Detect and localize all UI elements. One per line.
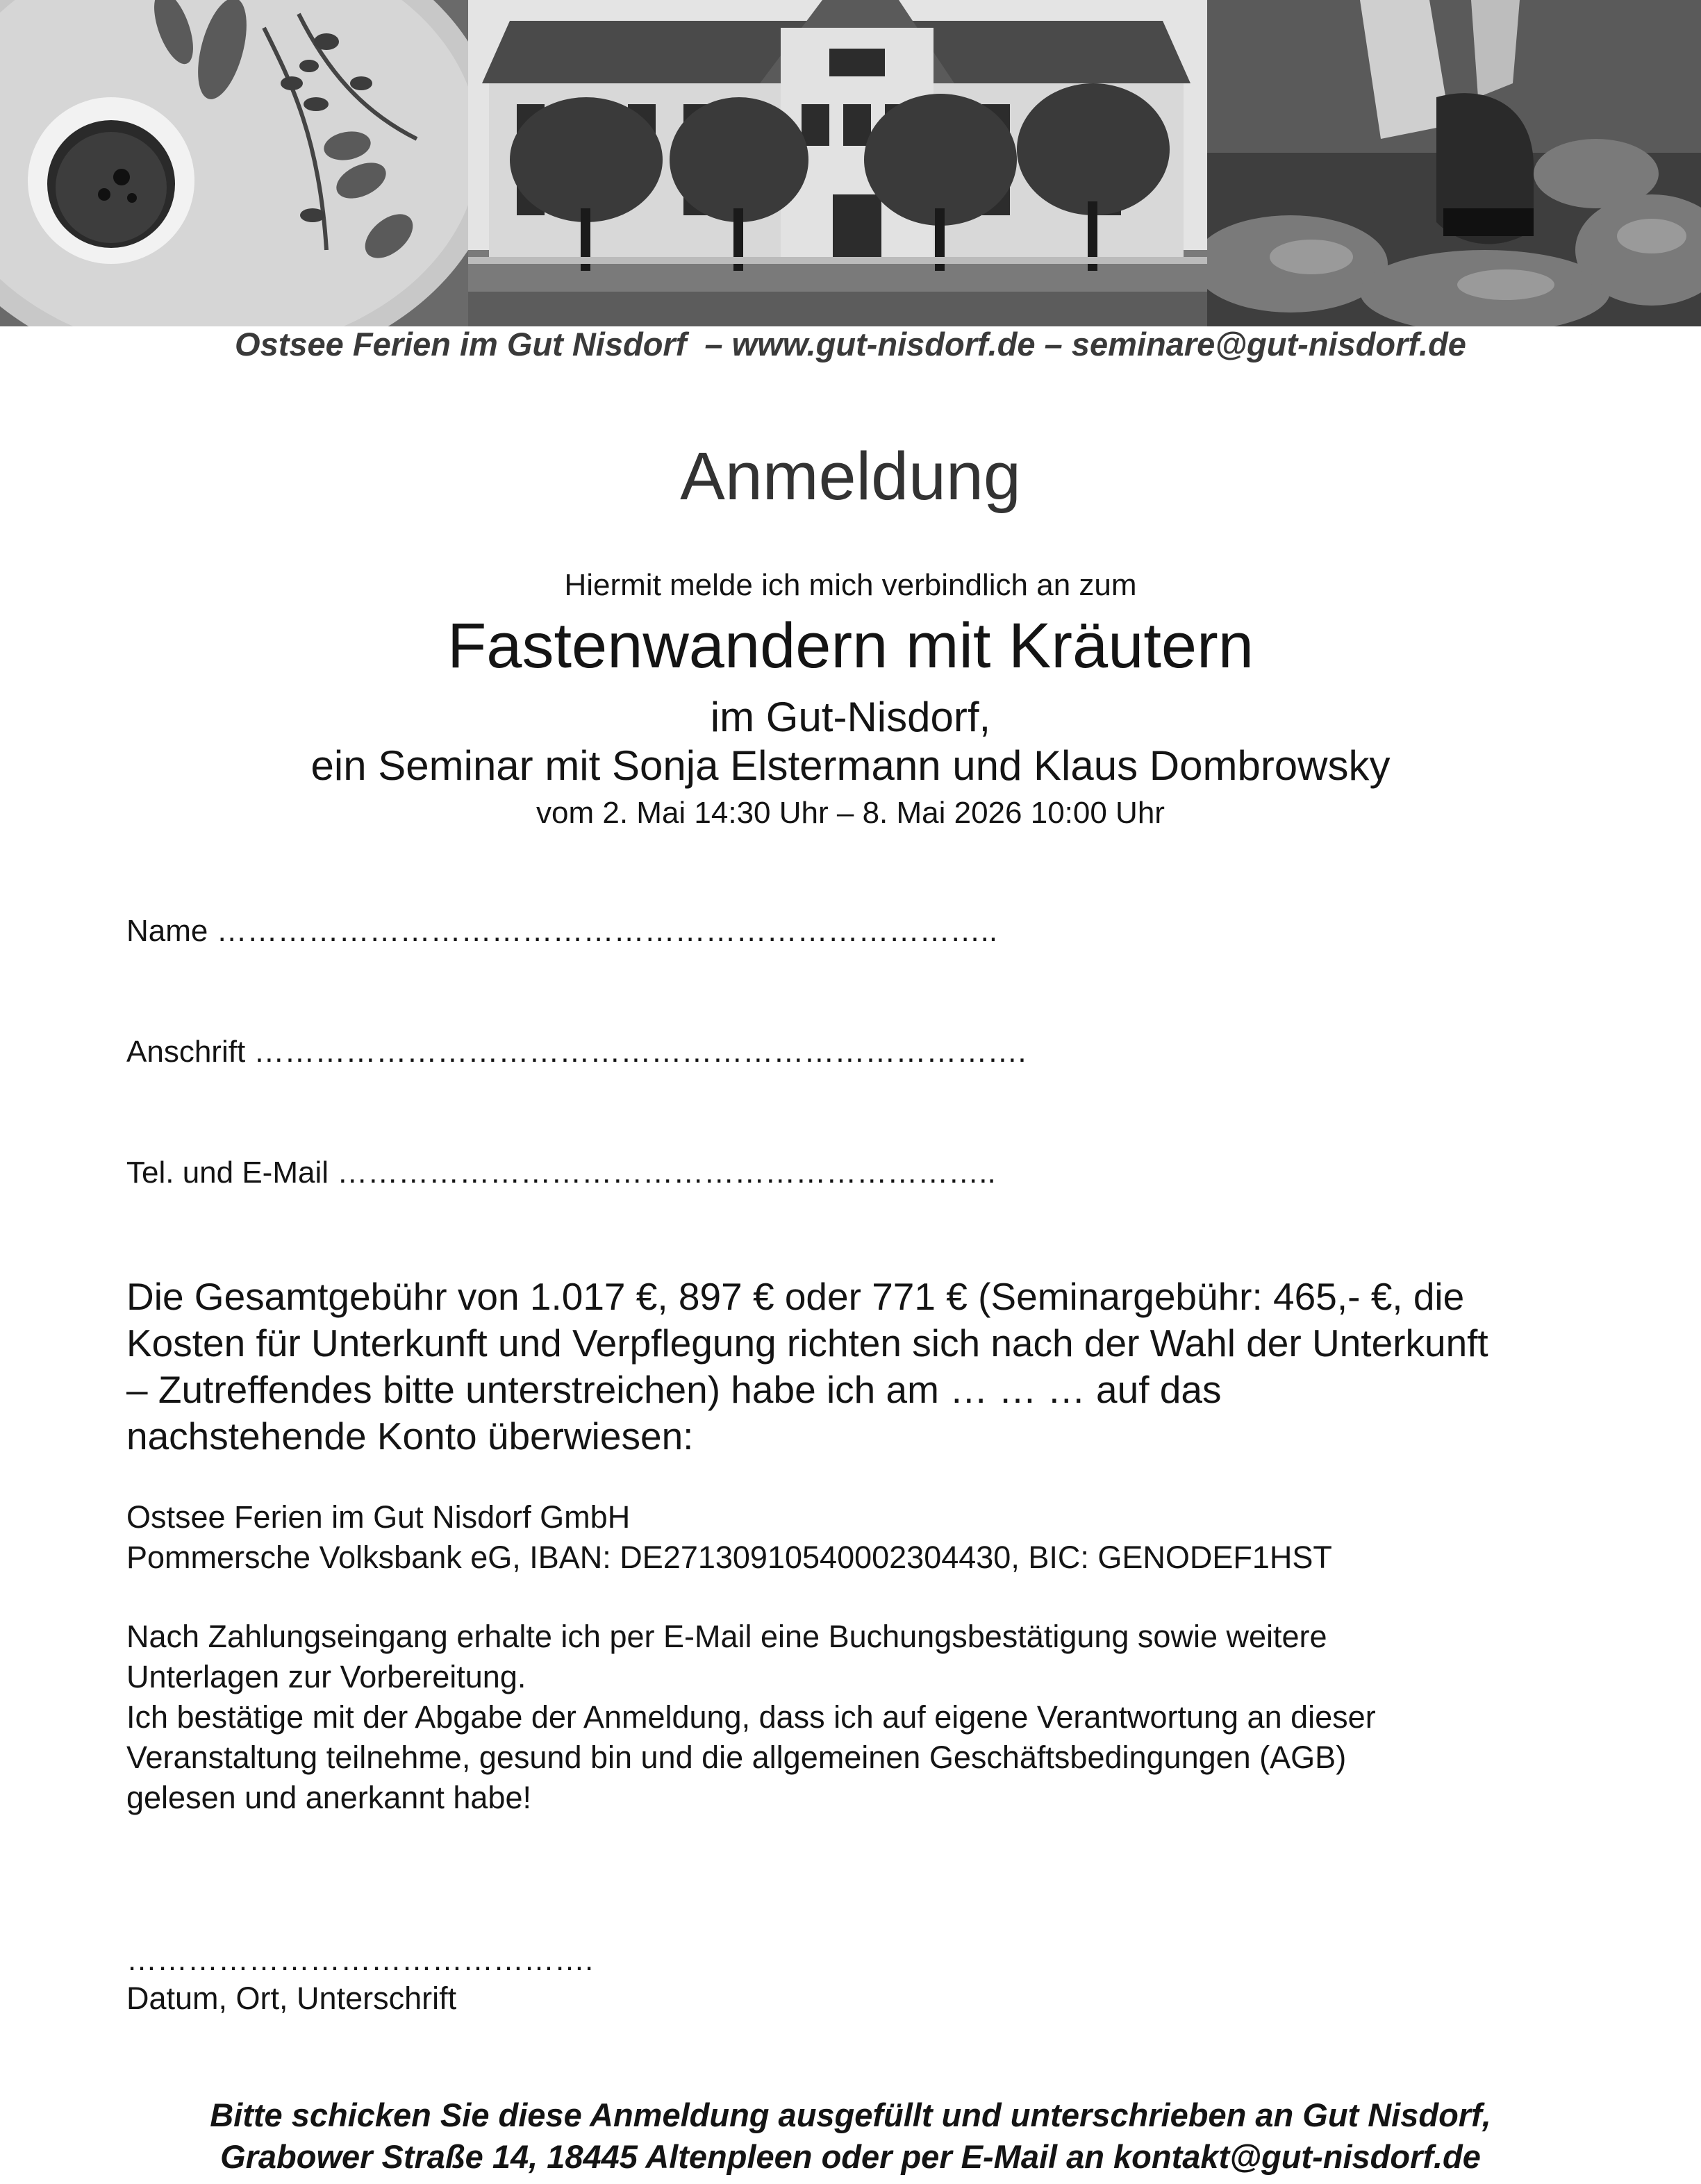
photo-banner (0, 0, 1701, 326)
herbs-bowl-photo (0, 0, 468, 326)
signature-field[interactable]: ………………………………………. (126, 1943, 594, 1977)
intro-text: Hiermit melde ich mich verbindlich an zum (564, 568, 1137, 602)
confirmation-line: gelesen und anerkannt habe! (126, 1780, 531, 1815)
name-field[interactable]: Name ………………………………………………………………….. (126, 914, 998, 948)
venue-text: im Gut-Nisdorf, (710, 694, 991, 740)
hiking-boot-photo (1207, 0, 1701, 326)
signature-label: Datum, Ort, Unterschrift (126, 1981, 457, 2016)
confirmation-line: Veranstaltung teilnehme, gesund bin und die allgemeinen Geschäftsbedingungen (AGB) (126, 1740, 1347, 1775)
bank-details (126, 1497, 1332, 1578)
event-name: Fastenwandern mit Kräutern (447, 610, 1254, 681)
footer-line: Bitte schicken Sie diese Anmeldung ausgefüllt und unterschrieben an Gut Nisdorf, (210, 2097, 1491, 2133)
contact-field[interactable]: Tel. und E-Mail ……………………………………………………….. (126, 1156, 996, 1190)
confirmation-line: Ich bestätige mit der Abgabe der Anmeldung, dass ich auf eigene Verantwortung an dieser (126, 1699, 1376, 1735)
footer-line: Grabower Straße 14, 18445 Altenpleen oder per E-Mail an kontakt@gut-nisdorf.de (220, 2138, 1481, 2175)
manor-house-photo (468, 0, 1207, 326)
page-title: Anmeldung (680, 438, 1021, 514)
header-contact-line: Ostsee Ferien im Gut Nisdorf – www.gut-nisdorf.de – seminare@gut-nisdorf.de (235, 326, 1466, 362)
confirmation-text (126, 1617, 1376, 1818)
event-dates: vom 2. Mai 14:30 Uhr – 8. Mai 2026 10:00 Uhr (536, 796, 1165, 830)
account-holder: Ostsee Ferien im Gut Nisdorf GmbH (126, 1499, 631, 1535)
fee-line: – Zutreffendes bitte unterstreichen) habe ich am … … … auf das (126, 1368, 1222, 1411)
footer-instructions (0, 2094, 1701, 2178)
fee-line: nachstehende Konto überwiesen: (126, 1415, 694, 1458)
confirmation-line: Unterlagen zur Vorbereitung. (126, 1659, 526, 1694)
bank-account: Pommersche Volksbank eG, IBAN: DE27130910540002304430, BIC: GENODEF1HST (126, 1540, 1332, 1575)
address-field[interactable]: Anschrift …………………………………………………………………. (126, 1035, 1027, 1069)
fee-line: Kosten für Unterkunft und Verpflegung richten sich nach der Wahl der Unterkunft (126, 1322, 1488, 1365)
fee-line: Die Gesamtgebühr von 1.017 €, 897 € oder 771 € (Seminargebühr: 465,- €, die (126, 1275, 1465, 1318)
fee-paragraph (126, 1274, 1613, 1460)
confirmation-line: Nach Zahlungseingang erhalte ich per E-Mail eine Buchungsbestätigung sowie weitere (126, 1619, 1327, 1654)
seminar-leaders: ein Seminar mit Sonja Elstermann und Klaus Dombrowsky (310, 742, 1391, 789)
